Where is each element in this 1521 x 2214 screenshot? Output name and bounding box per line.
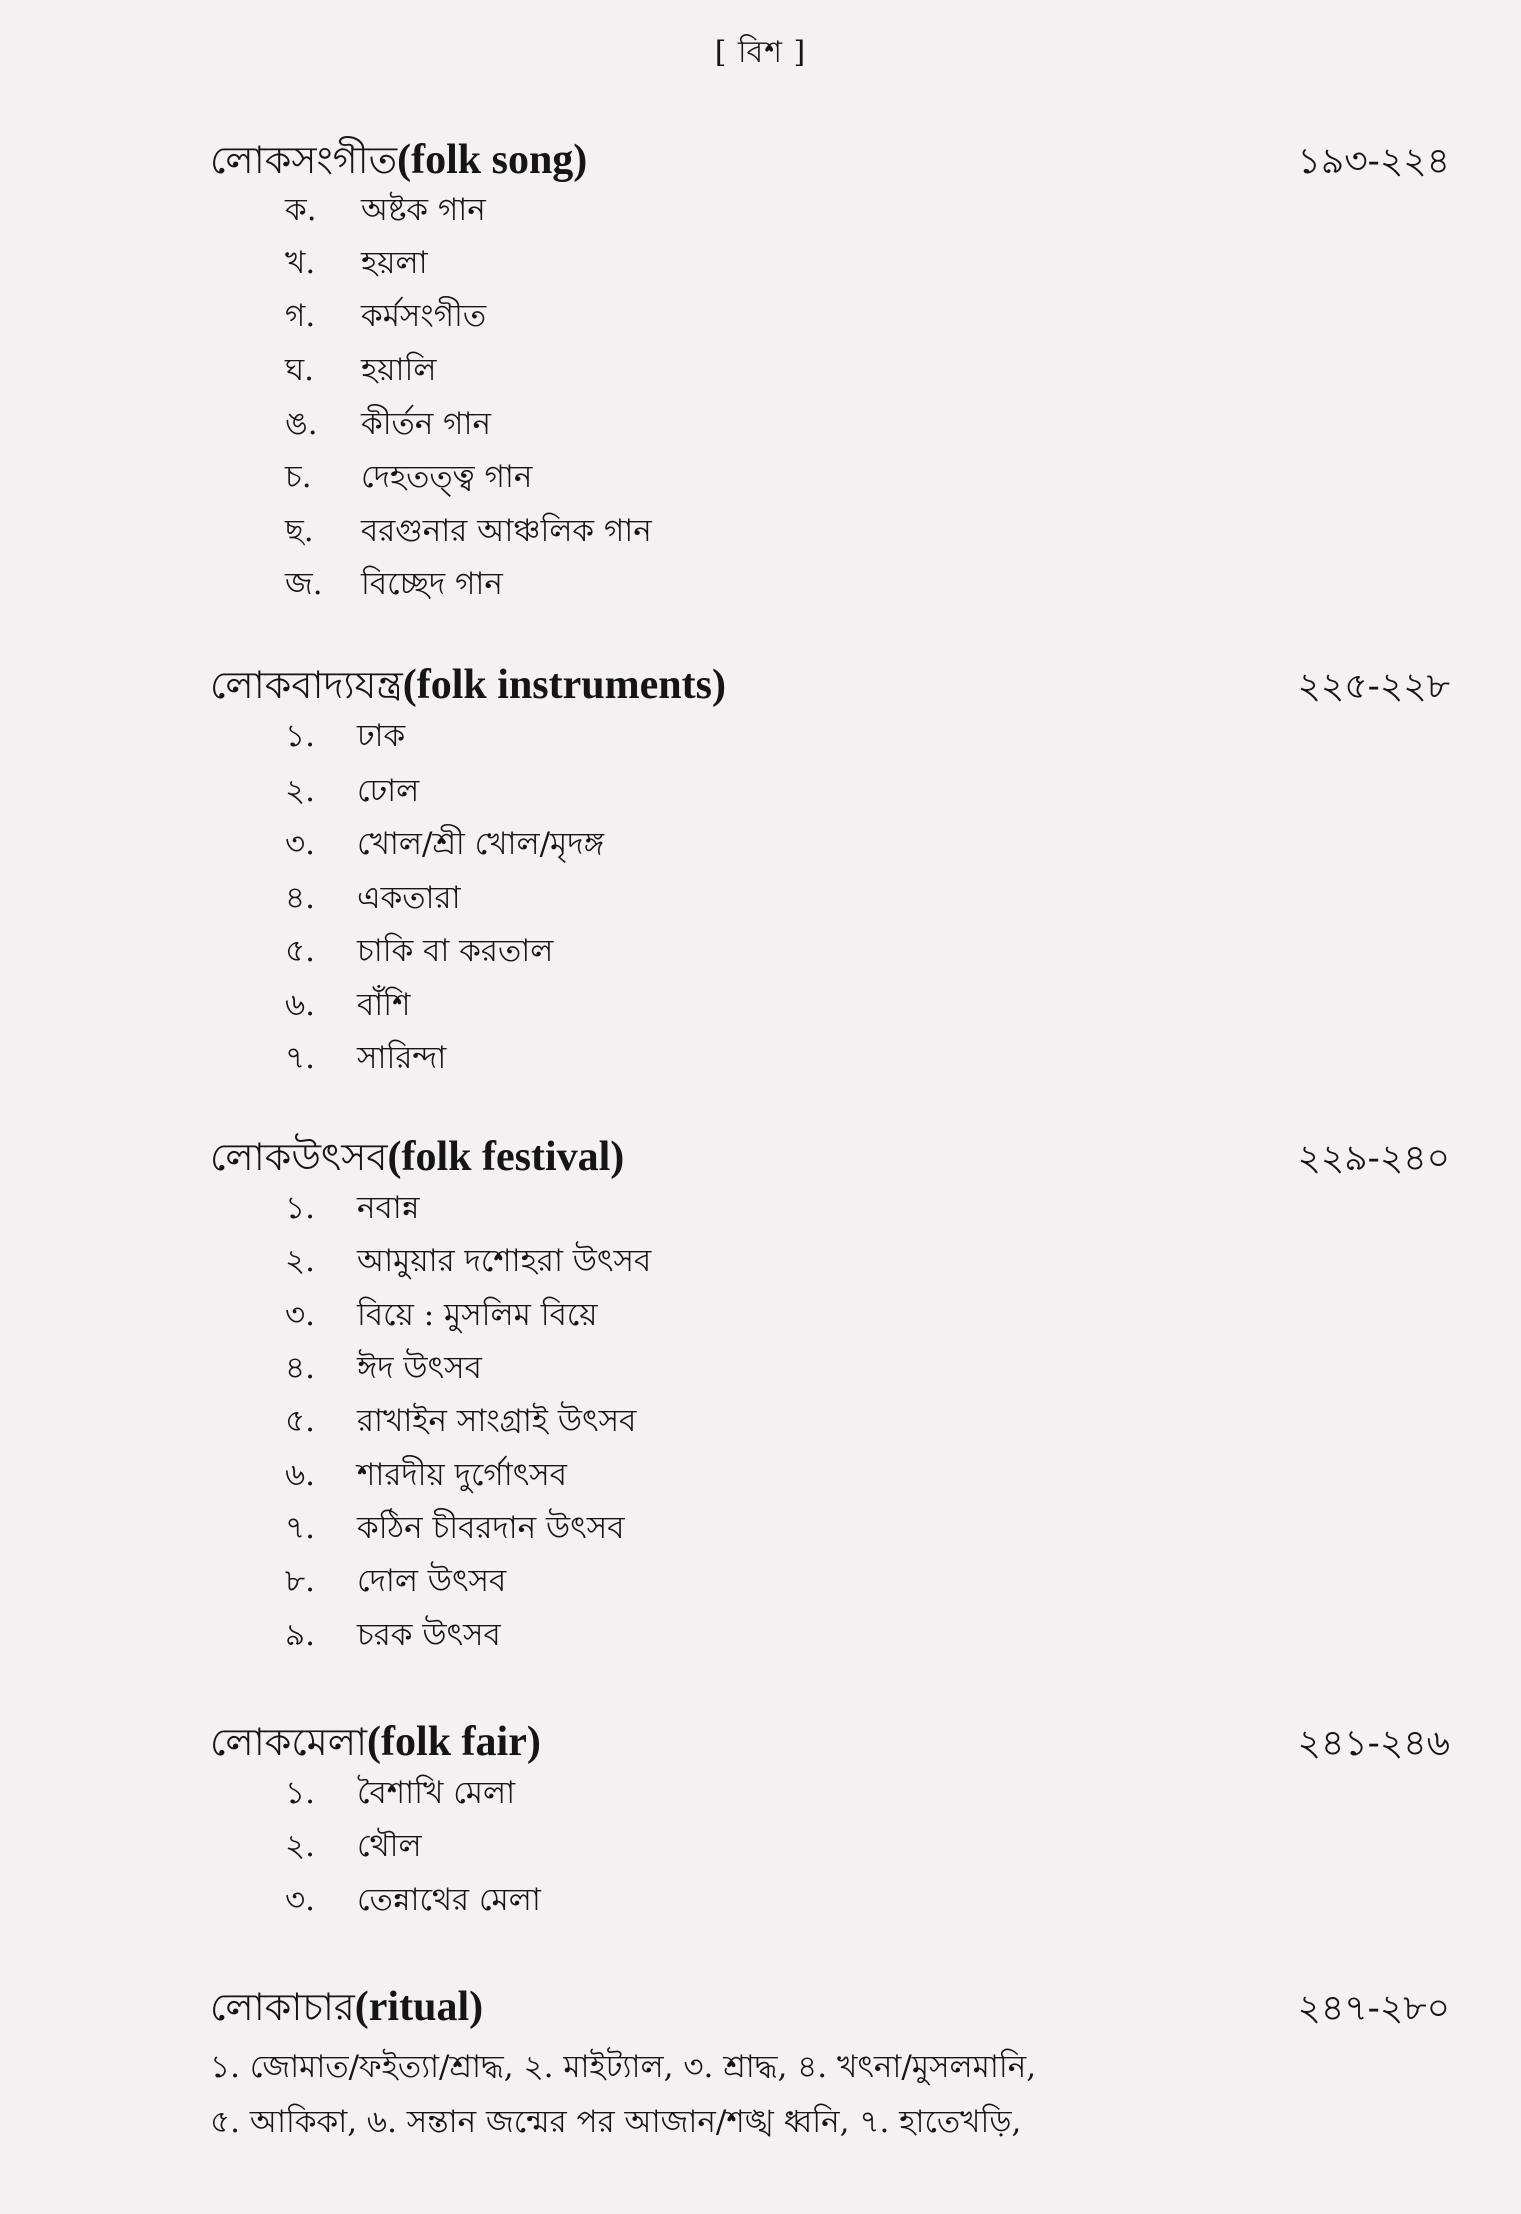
item-text: বৈশাখি মেলা	[357, 1775, 516, 1811]
list-item	[285, 459, 532, 496]
list-item	[285, 1403, 636, 1440]
section-page-range: ২২৯-২৪০	[1297, 1138, 1450, 1179]
list-item	[285, 880, 461, 917]
item-marker: ক.	[285, 192, 317, 228]
item-marker: ৭.	[285, 1040, 316, 1076]
list-item	[285, 1243, 651, 1280]
section-heading-folk-festival	[210, 1132, 1450, 1182]
item-marker: ৫.	[285, 1403, 315, 1439]
list-item	[285, 566, 503, 603]
list-item	[285, 1617, 501, 1654]
section-heading-folk-instruments	[210, 660, 1450, 710]
section-title-bn: লোকমেলা	[210, 1720, 368, 1764]
page-number: [ বিশ ]	[714, 35, 807, 70]
section-page-range: ২২৫-২২৮	[1297, 666, 1450, 707]
list-item	[285, 1350, 482, 1387]
item-marker: ১.	[285, 718, 315, 754]
item-text: ঈদ উৎসব	[357, 1350, 482, 1386]
item-text: একতারা	[357, 880, 461, 916]
section-title-bn: লোকবাদ্যযন্ত্র	[210, 663, 403, 707]
item-text: বিয়ে : মুসলিম বিয়ে	[357, 1297, 598, 1333]
section-title-en: (folk song)	[397, 137, 588, 183]
list-item	[285, 245, 428, 282]
section-title-en: (folk fair)	[367, 1719, 541, 1765]
section-heading-folk-song	[210, 135, 1450, 185]
item-text: ঢোল	[357, 773, 420, 809]
section-title	[210, 1132, 624, 1182]
list-item	[285, 1190, 419, 1227]
section-title-en: (folk festival)	[387, 1134, 625, 1180]
list-item	[285, 406, 491, 443]
list-item	[285, 513, 652, 550]
item-marker: ৩.	[285, 1882, 316, 1918]
item-text: হয়ালি	[361, 352, 437, 388]
item-text: নবান্ন	[357, 1190, 420, 1226]
list-item	[285, 1563, 506, 1600]
item-marker: জ.	[285, 566, 323, 602]
list-item	[285, 933, 553, 970]
list-item	[285, 987, 410, 1024]
item-marker: ৫.	[285, 933, 315, 969]
section-page-range: ১৯৩-২২৪	[1297, 141, 1450, 182]
item-marker: ঘ.	[285, 352, 315, 388]
item-marker: ৯.	[285, 1617, 315, 1653]
item-marker: ৮.	[285, 1563, 315, 1599]
item-marker: ১.	[285, 1190, 315, 1226]
item-marker: ঙ.	[285, 406, 318, 442]
list-item	[285, 298, 486, 335]
item-marker: ২.	[285, 1243, 316, 1279]
section-title	[210, 1717, 541, 1767]
list-item	[285, 1882, 541, 1919]
list-item	[285, 773, 419, 810]
list-item	[285, 1297, 598, 1334]
section-page-range: ২৪১-২৪৬	[1297, 1723, 1450, 1764]
ritual-line: ৫. আকিকা, ৬. সন্তান জন্মের পর আজান/শঙ্খ ধ্বনি, ৭. হাতেখড়ি,	[210, 2104, 1022, 2140]
item-text: চাকি বা করতাল	[357, 933, 554, 969]
section-title-bn: লোকসংগীত	[210, 138, 398, 182]
item-marker: ৩.	[285, 826, 316, 862]
list-item	[285, 718, 405, 755]
item-marker: ৬.	[285, 1457, 316, 1493]
item-text: কঠিন চীবরদান উৎসব	[357, 1510, 625, 1546]
item-marker: খ.	[285, 245, 316, 281]
section-title-bn: লোকাচার	[210, 1985, 355, 2029]
list-item	[285, 826, 604, 863]
section-title	[210, 660, 726, 710]
item-marker: ২.	[285, 1828, 316, 1864]
section-heading-folk-fair	[210, 1717, 1450, 1767]
section-title-en: (ritual)	[354, 1984, 484, 2030]
item-marker: ৪.	[285, 880, 315, 916]
item-text: অষ্টক গান	[361, 192, 486, 228]
list-item	[285, 1457, 567, 1494]
section-title	[210, 1982, 483, 2032]
item-marker: ২.	[285, 773, 316, 809]
section-title-en: (folk instruments)	[402, 662, 726, 708]
item-text: বিচ্ছেদ গান	[361, 566, 503, 602]
item-marker: ছ.	[285, 513, 314, 549]
item-text: কীর্তন গান	[361, 406, 491, 442]
ritual-line: ১. জোমাত/ফইত্যা/শ্রাদ্ধ, ২. মাইট্যাল, ৩. শ্রাদ্ধ, ৪. খৎনা/মুসলমানি,	[210, 2049, 1037, 2085]
item-text: কর্মসংগীত	[361, 298, 487, 334]
item-marker: ৪.	[285, 1350, 315, 1386]
item-text: দেহতত্ত্ব গান	[361, 459, 533, 495]
item-text: আমুয়ার দশোহরা উৎসব	[357, 1243, 652, 1279]
section-heading-ritual	[210, 1982, 1450, 2032]
item-text: দোল উৎসব	[357, 1563, 507, 1599]
item-text: সারিন্দা	[357, 1040, 447, 1076]
item-marker: চ.	[285, 459, 312, 495]
section-title	[210, 135, 587, 185]
item-text: বরগুনার আঞ্চলিক গান	[361, 513, 652, 549]
item-text: খোল/শ্রী খোল/মৃদঙ্গ	[357, 826, 605, 862]
item-text: শারদীয় দুর্গোৎসব	[357, 1457, 568, 1493]
item-marker: গ.	[285, 298, 316, 334]
item-marker: ৩.	[285, 1297, 316, 1333]
item-text: বাঁশি	[357, 987, 411, 1023]
section-title-bn: লোকউৎসব	[210, 1135, 388, 1179]
item-text: চরক উৎসব	[357, 1617, 501, 1653]
section-page-range: ২৪৭-২৮০	[1297, 1988, 1450, 2029]
item-text: রাখাইন সাংগ্রাই উৎসব	[357, 1403, 637, 1439]
item-text: হয়লা	[361, 245, 428, 281]
item-text: থৌল	[357, 1828, 422, 1864]
list-item	[285, 1775, 515, 1812]
item-marker: ১.	[285, 1775, 315, 1811]
list-item	[285, 352, 437, 389]
list-item	[285, 1828, 422, 1865]
item-text: ঢাক	[357, 718, 406, 754]
item-marker: ৭.	[285, 1510, 316, 1546]
item-marker: ৬.	[285, 987, 316, 1023]
list-item	[285, 1510, 624, 1547]
list-item	[285, 192, 486, 229]
item-text: তেন্নাথের মেলা	[357, 1882, 541, 1918]
list-item	[285, 1040, 446, 1077]
